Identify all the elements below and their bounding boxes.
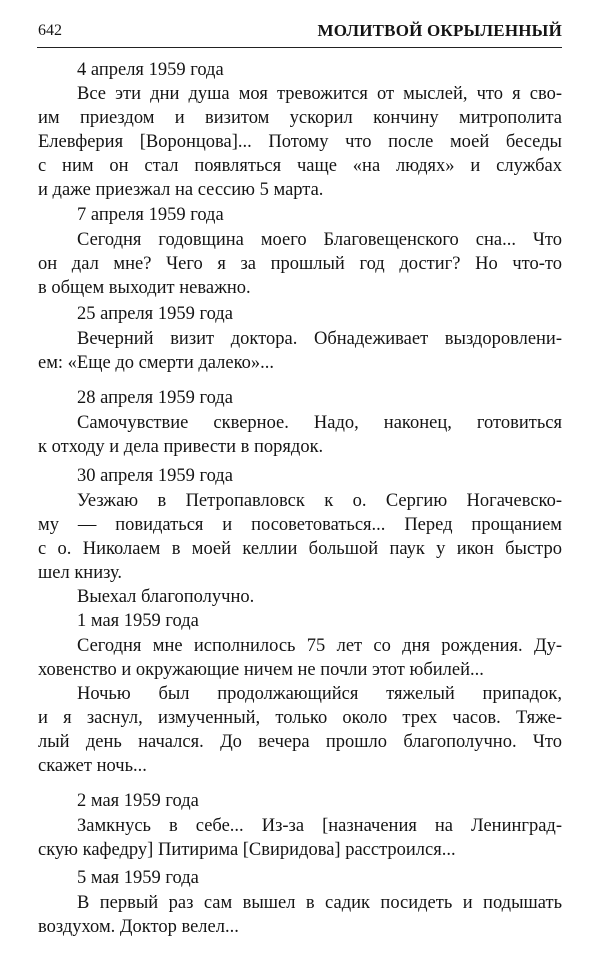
entry-text-line: Сегодня мне исполнилось 75 лет со дня рождения. Ду- — [77, 636, 562, 656]
entry-text-line: в общем выходит неважно. — [38, 278, 251, 298]
entry-text-line: и даже приезжал на сессию 5 марта. — [38, 180, 324, 200]
entry-text-line: ем: «Еще до смерти далеко»... — [38, 353, 275, 373]
running-title: МОЛИТВОЙ ОКРЫЛЕННЫЙ — [317, 21, 562, 40]
entry-text-line: Вечерний визит доктора. Обнадеживает выздоровлени- — [77, 329, 562, 349]
entry-date: 5 мая 1959 года — [77, 868, 199, 888]
entry-text-line: Выехал благополучно. — [77, 587, 255, 607]
entry-text-line: воздухом. Доктор велел... — [38, 917, 239, 937]
entry-date: 7 апреля 1959 года — [77, 205, 224, 225]
entry-date: 4 апреля 1959 года — [77, 60, 224, 80]
entry-text-line: скую кафедру] Питирима [Свиридова] расстроился... — [38, 840, 456, 860]
entry-text-line: Замкнусь в себе... Из-за [назначения на Ленинград- — [77, 816, 562, 836]
entry-text-line: Все эти дни душа моя тревожится от мыслей, что я сво- — [77, 84, 562, 104]
header-rule — [37, 47, 562, 48]
entry-text-line: и я заснул, измученный, только около трех часов. Тяже- — [38, 708, 562, 728]
entry-text-line: скажет ночь... — [38, 756, 147, 776]
entry-text-line: лый день начался. До вечера прошло благополучно. Что — [38, 732, 562, 752]
entry-text-line: он дал мне? Чего я за прошлый год достиг? Но что-то — [38, 254, 562, 274]
entry-text-line: шел книзу. — [38, 563, 123, 583]
entry-text-line: Ночью был продолжающийся тяжелый припадок, — [77, 684, 562, 704]
entry-text-line: с о. Николаем в моей келлии большой паук у икон быстро — [38, 539, 562, 559]
page-number: 642 — [38, 22, 62, 39]
entry-text-line: им приездом и визитом ускорил кончину митрополита — [38, 108, 562, 128]
entry-text-line: Сегодня годовщина моего Благовещенского сна... Что — [77, 230, 562, 250]
entry-date: 25 апреля 1959 года — [77, 304, 233, 324]
entry-text-line: к отходу и дела привести в порядок. — [38, 437, 324, 457]
entry-text-line: В первый раз сам вышел в садик посидеть и подышать — [77, 893, 562, 913]
entry-date: 2 мая 1959 года — [77, 791, 199, 811]
entry-date: 28 апреля 1959 года — [77, 388, 233, 408]
entry-date: 1 мая 1959 года — [77, 611, 199, 631]
entry-text-line: ховенство и окружающие ничем не почли этот юбилей... — [38, 660, 484, 680]
entry-text-line: с ним он стал появляться чаще «на людях» и службах — [38, 156, 562, 176]
entry-text-line: му — повидаться и посоветоваться... Перед прощанием — [38, 515, 562, 535]
entry-text-line: Елевферия [Воронцова]... Потому что после моей беседы — [38, 132, 562, 152]
entry-text-line: Уезжаю в Петропавловск к о. Сергию Ногачевско- — [77, 491, 562, 511]
entry-text-line: Самочувствие скверное. Надо, наконец, готовиться — [77, 413, 562, 433]
entry-date: 30 апреля 1959 года — [77, 466, 233, 486]
